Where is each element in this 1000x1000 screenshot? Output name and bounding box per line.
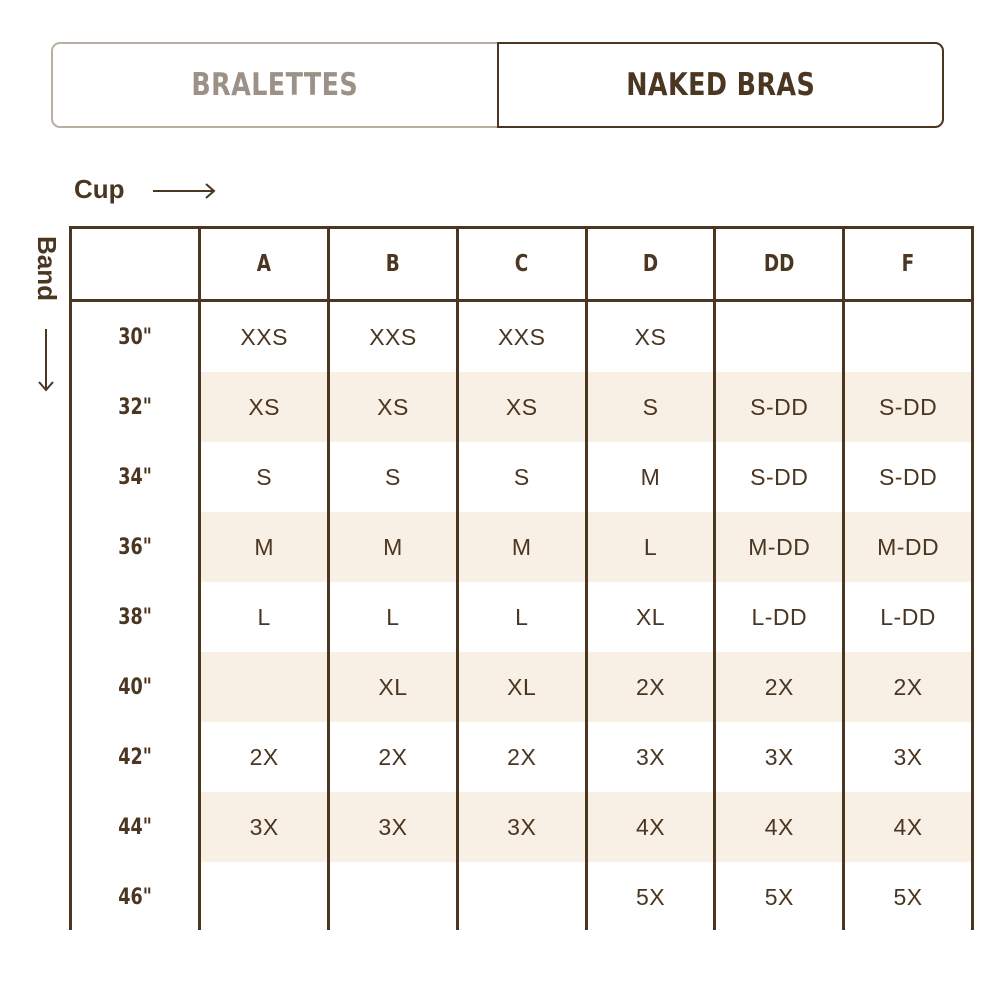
- size-cell: [200, 652, 329, 722]
- table-row: [71, 862, 973, 930]
- table-row: [71, 372, 973, 442]
- cup-header: F: [844, 228, 973, 301]
- size-cell: M: [200, 512, 329, 582]
- band-size-cell: 32": [71, 372, 200, 442]
- table-row: [71, 442, 973, 512]
- size-cell: L-DD: [844, 582, 973, 652]
- size-cell: 3X: [457, 792, 586, 862]
- size-cell: 4X: [844, 792, 973, 862]
- size-cell: S: [586, 372, 715, 442]
- table-row: [71, 301, 973, 373]
- size-cell: XS: [586, 301, 715, 373]
- band-size-cell: 40": [71, 652, 200, 722]
- size-cell: 3X: [844, 722, 973, 792]
- cup-header: D: [586, 228, 715, 301]
- size-cell: L-DD: [715, 582, 844, 652]
- size-cell: M: [586, 442, 715, 512]
- size-cell: 2X: [715, 652, 844, 722]
- cup-header: C: [457, 228, 586, 301]
- size-cell: XS: [329, 372, 458, 442]
- size-cell: S-DD: [715, 442, 844, 512]
- band-size-cell: 44": [71, 792, 200, 862]
- size-cell: 5X: [844, 862, 973, 930]
- size-cell: L: [329, 582, 458, 652]
- size-cell: 2X: [457, 722, 586, 792]
- size-cell: M: [457, 512, 586, 582]
- cup-header: B: [329, 228, 458, 301]
- band-size-cell: 34": [71, 442, 200, 512]
- size-table: [69, 226, 974, 930]
- size-cell: S: [329, 442, 458, 512]
- table-row: [71, 722, 973, 792]
- size-cell: 3X: [329, 792, 458, 862]
- band-size-cell: 36": [71, 512, 200, 582]
- size-cell: S-DD: [844, 442, 973, 512]
- size-cell: XL: [329, 652, 458, 722]
- size-cell: S: [200, 442, 329, 512]
- size-cell: 3X: [586, 722, 715, 792]
- size-cell: XL: [586, 582, 715, 652]
- cup-header-row: [71, 228, 973, 301]
- size-cell: L: [200, 582, 329, 652]
- size-cell: [200, 862, 329, 930]
- band-size-cell: 38": [71, 582, 200, 652]
- band-size-cell: 42": [71, 722, 200, 792]
- size-cell: 4X: [586, 792, 715, 862]
- size-cell: XS: [200, 372, 329, 442]
- size-cell: XS: [457, 372, 586, 442]
- tab-bralettes[interactable]: [53, 44, 497, 126]
- size-cell: XXS: [200, 301, 329, 373]
- size-cell: [329, 862, 458, 930]
- size-cell: S: [457, 442, 586, 512]
- size-cell: [715, 301, 844, 373]
- cup-header: DD: [715, 228, 844, 301]
- tab-naked-bras-label: NAKED BRAS: [625, 67, 815, 103]
- size-cell: XXS: [329, 301, 458, 373]
- table-row: [71, 652, 973, 722]
- size-cell: L: [457, 582, 586, 652]
- table-row: [71, 792, 973, 862]
- arrow-down-icon: [36, 328, 56, 392]
- size-cell: M-DD: [844, 512, 973, 582]
- band-size-cell: 46": [71, 862, 200, 930]
- band-axis-label: Band: [32, 236, 62, 301]
- size-cell: L: [586, 512, 715, 582]
- size-cell: 2X: [586, 652, 715, 722]
- tab-bralettes-label: BRALETTES: [191, 67, 359, 103]
- size-cell: [844, 301, 973, 373]
- size-cell: S-DD: [715, 372, 844, 442]
- size-cell: XL: [457, 652, 586, 722]
- band-size-cell: 30": [71, 301, 200, 373]
- size-cell: 5X: [715, 862, 844, 930]
- size-cell: 3X: [715, 722, 844, 792]
- table-row: [71, 512, 973, 582]
- arrow-right-icon: [152, 181, 216, 201]
- size-chart-tabs: [51, 42, 944, 128]
- tab-naked-bras[interactable]: [497, 42, 945, 128]
- size-cell: XXS: [457, 301, 586, 373]
- size-cell: 2X: [844, 652, 973, 722]
- size-cell: [457, 862, 586, 930]
- cup-axis-label: Cup: [74, 174, 125, 204]
- size-cell: M-DD: [715, 512, 844, 582]
- size-cell: 2X: [200, 722, 329, 792]
- size-cell: S-DD: [844, 372, 973, 442]
- size-cell: 3X: [200, 792, 329, 862]
- table-row: [71, 582, 973, 652]
- cup-header: A: [200, 228, 329, 301]
- size-cell: 2X: [329, 722, 458, 792]
- size-cell: 5X: [586, 862, 715, 930]
- corner-cell: [71, 228, 200, 301]
- size-cell: 4X: [715, 792, 844, 862]
- size-cell: M: [329, 512, 458, 582]
- size-chart: [69, 226, 974, 930]
